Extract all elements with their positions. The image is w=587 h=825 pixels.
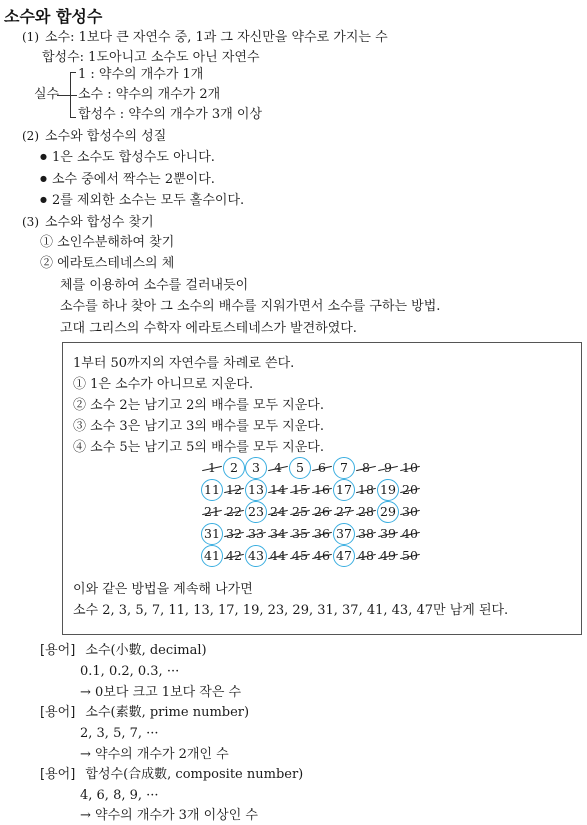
struck-number-cell: 10 xyxy=(399,457,421,479)
section-2-heading xyxy=(22,127,166,146)
term-meaning: → 약수의 개수가 2개인 수 xyxy=(80,747,229,762)
term-prime xyxy=(40,704,249,722)
term-example: 2, 3, 5, 7, ··· xyxy=(80,726,159,741)
struck-number-cell: 14 xyxy=(267,479,289,501)
struck-number-cell: 22 xyxy=(223,501,245,523)
struck-number-cell: 9 xyxy=(377,457,399,479)
prime-number-cell: 11 xyxy=(201,479,223,501)
prime-number-cell: 47 xyxy=(333,545,355,567)
term-tag: [용어] xyxy=(40,643,76,658)
prime-number-cell: 23 xyxy=(245,501,267,523)
sieve-result: 소수 2, 3, 5, 7, 11, 13, 17, 19, 23, 29, 31, 37, 41, 43, 47만 남게 된다. xyxy=(73,603,509,618)
composite-definition: 합성수: 1도아니고 소수도 아닌 자연수 xyxy=(42,50,260,65)
struck-number-cell: 45 xyxy=(289,545,311,567)
term-word: 소수(小數, decimal) xyxy=(85,643,207,658)
struck-number-cell: 39 xyxy=(377,523,399,545)
term-meaning: → 0보다 크고 1보다 작은 수 xyxy=(80,685,242,700)
term-word: 소수(素數, prime number) xyxy=(85,705,250,720)
struck-number-cell: 38 xyxy=(355,523,377,545)
struck-number-cell: 15 xyxy=(289,479,311,501)
prime-number-cell: 31 xyxy=(201,523,223,545)
struck-number-cell: 16 xyxy=(311,479,333,501)
sieve-step: ③ 소수 3은 남기고 3의 배수를 모두 지운다. xyxy=(73,419,324,434)
prime-number-cell: 7 xyxy=(333,457,355,479)
tree-item-one: 1 : 약수의 개수가 1개 xyxy=(78,67,204,82)
sieve-conclusion: 이와 같은 방법을 계속해 나가면 xyxy=(73,582,253,597)
struck-number-cell: 50 xyxy=(399,545,421,567)
tree-root: 실수 xyxy=(34,87,60,102)
bullet-item: ● 1은 소수도 합성수도 아니다. xyxy=(40,149,215,168)
prime-number-cell: 3 xyxy=(245,457,267,479)
tree-item-composite: 합성수 : 약수의 개수가 3개 이상 xyxy=(78,107,263,122)
struck-number-cell: 33 xyxy=(245,523,267,545)
prime-number-cell: 43 xyxy=(245,545,267,567)
term-decimal xyxy=(40,642,207,660)
struck-number-cell: 24 xyxy=(267,501,289,523)
term-tag: [용어] xyxy=(40,767,76,782)
section-number: (1) xyxy=(22,30,39,44)
section-number: (2) xyxy=(22,129,39,143)
sieve-box xyxy=(62,342,582,635)
term-word: 합성수(合成數, composite number) xyxy=(85,767,304,782)
struck-number-cell: 25 xyxy=(289,501,311,523)
section-1-prime-definition xyxy=(22,28,388,47)
sieve-step: ① 1은 소수가 아니므로 지운다. xyxy=(73,377,254,392)
method-factorization: ① 소인수분해하여 찾기 xyxy=(40,235,175,250)
section-heading: 소수와 합성수 찾기 xyxy=(45,215,154,230)
struck-number-cell: 34 xyxy=(267,523,289,545)
term-tag: [용어] xyxy=(40,705,76,720)
struck-number-cell: 40 xyxy=(399,523,421,545)
tree-item-prime: 소수 : 약수의 개수가 2개 xyxy=(78,87,221,102)
prime-number-cell: 2 xyxy=(223,457,245,479)
prime-definition: 소수: 1보다 큰 자연수 중, 1과 그 자신만을 약수로 가지는 수 xyxy=(45,30,388,45)
section-number: (3) xyxy=(22,215,39,229)
struck-number-cell: 1 xyxy=(201,457,223,479)
bullet-item: ● 소수 중에서 짝수는 2뿐이다. xyxy=(40,171,215,190)
sieve-step: ② 소수 2는 남기고 2의 배수를 모두 지운다. xyxy=(73,398,324,413)
term-meaning: → 약수의 개수가 3개 이상인 수 xyxy=(80,808,258,823)
term-composite xyxy=(40,766,303,784)
struck-number-cell: 8 xyxy=(355,457,377,479)
struck-number-cell: 26 xyxy=(311,501,333,523)
sieve-description: 체를 이용하여 소수를 걸러내듯이 xyxy=(60,278,249,293)
method-sieve: ② 에라토스테네스의 체 xyxy=(40,256,175,271)
struck-number-cell: 36 xyxy=(311,523,333,545)
struck-number-cell: 27 xyxy=(333,501,355,523)
sieve-description: 고대 그리스의 수학자 에라토스테네스가 발견하였다. xyxy=(60,321,357,336)
section-3-heading xyxy=(22,213,154,232)
struck-number-cell: 21 xyxy=(201,501,223,523)
section-heading: 소수와 합성수의 성질 xyxy=(45,129,167,144)
prime-number-cell: 13 xyxy=(245,479,267,501)
struck-number-cell: 20 xyxy=(399,479,421,501)
prime-number-cell: 5 xyxy=(289,457,311,479)
struck-number-cell: 49 xyxy=(377,545,399,567)
struck-number-cell: 46 xyxy=(311,545,333,567)
struck-number-cell: 48 xyxy=(355,545,377,567)
prime-number-cell: 17 xyxy=(333,479,355,501)
struck-number-cell: 35 xyxy=(289,523,311,545)
struck-number-cell: 6 xyxy=(311,457,333,479)
prime-number-cell: 29 xyxy=(377,501,399,523)
term-example: 4, 6, 8, 9, ··· xyxy=(80,788,159,803)
term-example: 0.1, 0.2, 0.3, ··· xyxy=(80,664,180,679)
struck-number-cell: 30 xyxy=(399,501,421,523)
struck-number-cell: 12 xyxy=(223,479,245,501)
bullet-item: ● 2를 제외한 소수는 모두 홀수이다. xyxy=(40,192,244,211)
prime-number-cell: 37 xyxy=(333,523,355,545)
struck-number-cell: 18 xyxy=(355,479,377,501)
sieve-step: 1부터 50까지의 자연수를 차례로 쓴다. xyxy=(73,356,295,371)
prime-number-cell: 19 xyxy=(377,479,399,501)
sieve-description: 소수를 하나 찾아 그 소수의 배수를 지워가면서 소수를 구하는 방법. xyxy=(60,299,441,314)
sieve-step: ④ 소수 5는 남기고 5의 배수를 모두 지운다. xyxy=(73,440,324,455)
struck-number-cell: 44 xyxy=(267,545,289,567)
struck-number-cell: 42 xyxy=(223,545,245,567)
struck-number-cell: 28 xyxy=(355,501,377,523)
struck-number-cell: 4 xyxy=(267,457,289,479)
struck-number-cell: 32 xyxy=(223,523,245,545)
prime-number-cell: 41 xyxy=(201,545,223,567)
page-title: 소수와 합성수 xyxy=(4,7,103,26)
